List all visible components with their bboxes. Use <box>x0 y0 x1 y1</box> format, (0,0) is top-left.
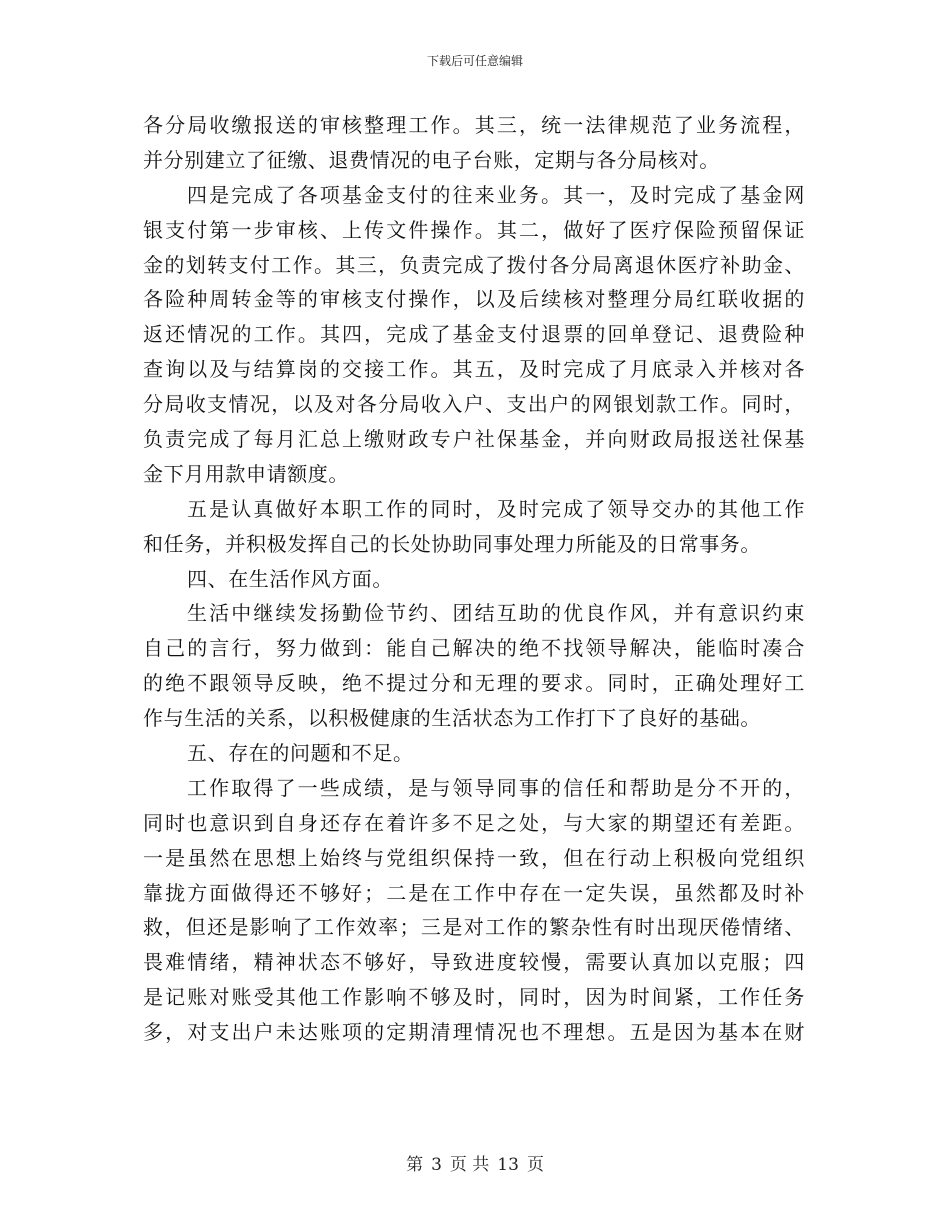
footer-middle: 页 共 <box>449 1155 490 1175</box>
text-line: 并分别建立了征缴、退费情况的电子台账，定期与各分局核对。 <box>143 147 720 172</box>
text-line: 一是虽然在思想上始终与党组织保持一致，但在行动上积极向党组织 <box>143 845 805 870</box>
text-line: 工作取得了一些成绩，是与领导同事的信任和帮助是分不开的， <box>187 775 805 800</box>
text-line: 是记账对账受其他工作影响不够及时，同时，因为时间紧，工作任务 <box>143 985 805 1010</box>
page-header: 下载后可任意编辑 <box>426 54 523 68</box>
text-line: 金下月用款申请额度。 <box>143 461 349 486</box>
text-line: 作与生活的关系，以积极健康的生活状态为工作打下了良好的基础。 <box>143 706 761 731</box>
text-line: 返还情况的工作。其四，完成了基金支付退票的回单登记、退费险种 <box>143 322 805 347</box>
footer-suffix: 页 <box>526 1155 544 1175</box>
text-line: 金的划转支付工作。其三，负责完成了拨付各分局离退休医疗补助金、 <box>143 252 805 277</box>
text-line: 和任务，并积极发挥自己的长处协助同事处理力所能及的日常事务。 <box>143 531 761 556</box>
text-line: 五是认真做好本职工作的同时，及时完成了领导交办的其他工作 <box>187 496 805 521</box>
text-line: 畏难情绪，精神状态不够好，导致进度较慢，需要认真加以克服；四 <box>143 950 805 975</box>
text-line: 四是完成了各项基金支付的往来业务。其一，及时完成了基金网 <box>187 182 805 207</box>
text-line: 查询以及与结算岗的交接工作。其五，及时完成了月底录入并核对各 <box>143 357 805 382</box>
text-line: 生活中继续发扬勤俭节约、团结互助的优良作风，并有意识约束 <box>187 601 805 626</box>
footer-total-pages: 13 <box>497 1155 519 1175</box>
text-line: 自己的言行，努力做到：能自己解决的绝不找领导解决，能临时凑合 <box>143 636 805 661</box>
body-text <box>143 108 805 1050</box>
text-line: 四、在生活作风方面。 <box>187 566 393 591</box>
text-line: 各分局收缴报送的审核整理工作。其三，统一法律规范了业务流程， <box>143 113 805 137</box>
page-footer <box>0 1154 950 1176</box>
text-line: 分局收支情况，以及对各分局收入户、支出户的网银划款工作。同时， <box>143 392 805 417</box>
text-line: 负责完成了每月汇总上缴财政专户社保基金，并向财政局报送社保基 <box>143 427 805 452</box>
text-line: 的绝不跟领导反映，绝不提过分和无理的要求。同时，正确处理好工 <box>143 671 805 696</box>
text-line: 多，对支出户未达账项的定期清理情况也不理想。五是因为基本在财 <box>143 1020 805 1045</box>
text-line: 同时也意识到自身还存在着许多不足之处，与大家的期望还有差距。 <box>143 810 805 835</box>
text-line: 救，但还是影响了工作效率；三是对工作的繁杂性有时出现厌倦情绪、 <box>143 915 805 940</box>
text-line: 靠拢方面做得还不够好；二是在工作中存在一定失误，虽然都及时补 <box>143 880 805 905</box>
text-line: 五、存在的问题和不足。 <box>187 741 414 766</box>
footer-prefix: 第 <box>406 1155 424 1175</box>
text-line: 各险种周转金等的审核支付操作，以及后续核对整理分局红联收据的 <box>143 287 805 312</box>
footer-page-number: 3 <box>431 1155 442 1175</box>
text-line: 银支付第一步审核、上传文件操作。其二，做好了医疗保险预留保证 <box>143 217 805 242</box>
